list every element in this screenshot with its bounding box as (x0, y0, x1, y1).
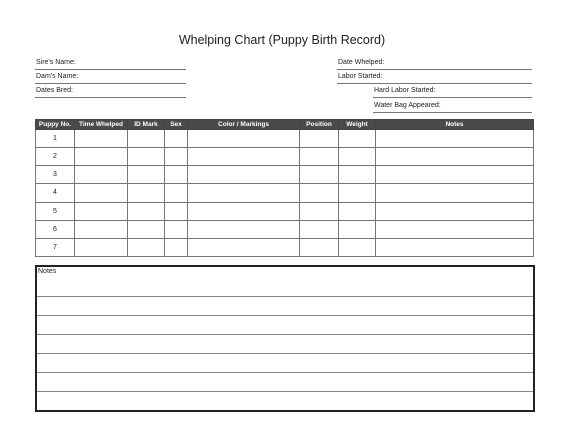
hard-labor-field[interactable] (373, 85, 532, 98)
time-whelped-cell[interactable] (75, 202, 128, 220)
id-mark-cell[interactable] (128, 202, 165, 220)
puppy-number: 3 (36, 166, 75, 184)
table-row (36, 166, 534, 184)
page-title: Whelping Chart (Puppy Birth Record) (178, 33, 386, 47)
puppy-number: 2 (36, 148, 75, 166)
sire-name-label: Sire's Name: (36, 59, 76, 66)
notes-line (37, 391, 533, 392)
water-bag-label: Water Bag Appeared: (374, 102, 441, 109)
time-whelped-cell[interactable] (75, 220, 128, 238)
notes-line (37, 296, 533, 297)
notes-line (37, 353, 533, 354)
table-row (36, 130, 534, 148)
position-cell[interactable] (300, 202, 339, 220)
date-whelped-label: Date Whelped: (338, 59, 385, 66)
position-cell[interactable] (300, 238, 339, 256)
position-cell[interactable] (300, 166, 339, 184)
header-weight: Weight (339, 120, 376, 130)
table-header-row (36, 120, 534, 130)
weight-cell[interactable] (339, 130, 376, 148)
position-cell[interactable] (300, 220, 339, 238)
color-markings-cell[interactable] (188, 220, 300, 238)
notes-cell[interactable] (376, 148, 534, 166)
color-markings-cell[interactable] (188, 130, 300, 148)
table-row (36, 148, 534, 166)
sex-cell[interactable] (165, 130, 188, 148)
header-puppy-no: Puppy No. (36, 120, 75, 130)
dam-name-label: Dam's Name: (36, 73, 79, 80)
notes-cell[interactable] (376, 130, 534, 148)
time-whelped-cell[interactable] (75, 148, 128, 166)
labor-started-label: Labor Started: (338, 73, 383, 80)
date-whelped-field[interactable] (337, 57, 532, 70)
hard-labor-label: Hard Labor Started: (374, 87, 436, 94)
notes-cell[interactable] (376, 166, 534, 184)
color-markings-cell[interactable] (188, 202, 300, 220)
weight-cell[interactable] (339, 148, 376, 166)
header-id-mark: ID Mark (128, 120, 165, 130)
puppy-number: 7 (36, 238, 75, 256)
id-mark-cell[interactable] (128, 184, 165, 202)
id-mark-cell[interactable] (128, 220, 165, 238)
weight-cell[interactable] (339, 184, 376, 202)
sex-cell[interactable] (165, 184, 188, 202)
sex-cell[interactable] (165, 220, 188, 238)
notes-cell[interactable] (376, 202, 534, 220)
header-sex: Sex (165, 120, 188, 130)
notes-line (37, 334, 533, 335)
id-mark-cell[interactable] (128, 148, 165, 166)
color-markings-cell[interactable] (188, 184, 300, 202)
sex-cell[interactable] (165, 166, 188, 184)
table-row (36, 184, 534, 202)
color-markings-cell[interactable] (188, 238, 300, 256)
dates-bred-field[interactable] (35, 85, 186, 98)
weight-cell[interactable] (339, 220, 376, 238)
position-cell[interactable] (300, 184, 339, 202)
header-position: Position (300, 120, 339, 130)
notes-line (37, 372, 533, 373)
time-whelped-cell[interactable] (75, 166, 128, 184)
puppy-number: 5 (36, 202, 75, 220)
id-mark-cell[interactable] (128, 238, 165, 256)
puppy-number: 6 (36, 220, 75, 238)
sex-cell[interactable] (165, 202, 188, 220)
position-cell[interactable] (300, 130, 339, 148)
time-whelped-cell[interactable] (75, 130, 128, 148)
notes-cell[interactable] (376, 238, 534, 256)
notes-box[interactable] (35, 265, 535, 412)
header-color-markings: Color / Markings (188, 120, 300, 130)
labor-started-field[interactable] (337, 71, 532, 84)
weight-cell[interactable] (339, 238, 376, 256)
id-mark-cell[interactable] (128, 166, 165, 184)
table-row (36, 202, 534, 220)
notes-cell[interactable] (376, 220, 534, 238)
water-bag-field[interactable] (373, 100, 532, 113)
dates-bred-label: Dates Bred: (36, 87, 73, 94)
notes-label: Notes (38, 268, 57, 275)
color-markings-cell[interactable] (188, 148, 300, 166)
table-row (36, 238, 534, 256)
header-notes: Notes (376, 120, 534, 130)
notes-cell[interactable] (376, 184, 534, 202)
id-mark-cell[interactable] (128, 130, 165, 148)
sex-cell[interactable] (165, 148, 188, 166)
table-row (36, 220, 534, 238)
time-whelped-cell[interactable] (75, 238, 128, 256)
sire-name-field[interactable] (35, 57, 186, 70)
puppy-number: 1 (36, 130, 75, 148)
header-time-whelped: Time Whelped (75, 120, 128, 130)
puppy-record-table (35, 119, 534, 257)
notes-line (37, 315, 533, 316)
weight-cell[interactable] (339, 166, 376, 184)
puppy-number: 4 (36, 184, 75, 202)
weight-cell[interactable] (339, 202, 376, 220)
dam-name-field[interactable] (35, 71, 186, 84)
color-markings-cell[interactable] (188, 166, 300, 184)
time-whelped-cell[interactable] (75, 184, 128, 202)
position-cell[interactable] (300, 148, 339, 166)
sex-cell[interactable] (165, 238, 188, 256)
